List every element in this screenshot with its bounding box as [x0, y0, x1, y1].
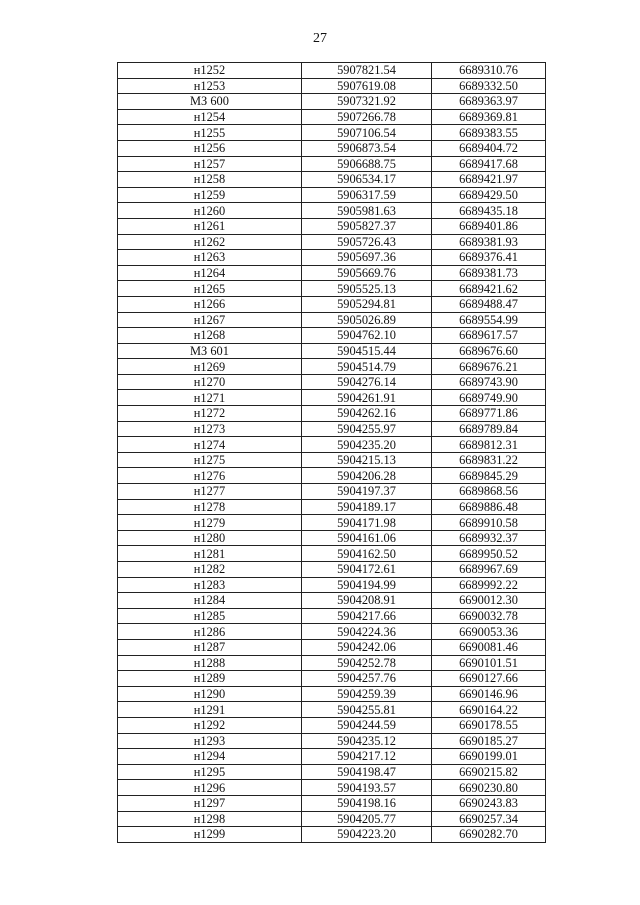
- table-row: [118, 218, 546, 234]
- table-row: [118, 499, 546, 515]
- point-id-cell: н1271: [118, 390, 302, 406]
- y-coordinate-cell: 6689381.93: [432, 234, 546, 250]
- x-coordinate-cell: 5904261.91: [302, 390, 432, 406]
- point-id-cell: н1274: [118, 437, 302, 453]
- x-coordinate-cell: 5904223.20: [302, 827, 432, 843]
- y-coordinate-cell: 6689417.68: [432, 156, 546, 172]
- point-id-cell: н1269: [118, 359, 302, 375]
- point-id-cell: н1283: [118, 577, 302, 593]
- coordinates-table: [117, 62, 546, 843]
- x-coordinate-cell: 5904161.06: [302, 530, 432, 546]
- y-coordinate-cell: 6689831.22: [432, 452, 546, 468]
- x-coordinate-cell: 5907106.54: [302, 125, 432, 141]
- point-id-cell: н1272: [118, 406, 302, 422]
- point-id-cell: н1293: [118, 733, 302, 749]
- table-row: [118, 140, 546, 156]
- x-coordinate-cell: 5904208.91: [302, 593, 432, 609]
- y-coordinate-cell: 6689676.60: [432, 343, 546, 359]
- x-coordinate-cell: 5906317.59: [302, 187, 432, 203]
- table-row: [118, 312, 546, 328]
- x-coordinate-cell: 5905981.63: [302, 203, 432, 219]
- x-coordinate-cell: 5904235.12: [302, 733, 432, 749]
- y-coordinate-cell: 6690185.27: [432, 733, 546, 749]
- y-coordinate-cell: 6689789.84: [432, 421, 546, 437]
- point-id-cell: н1292: [118, 717, 302, 733]
- x-coordinate-cell: 5904217.12: [302, 749, 432, 765]
- table-row: [118, 78, 546, 94]
- y-coordinate-cell: 6689812.31: [432, 437, 546, 453]
- point-id-cell: н1252: [118, 63, 302, 79]
- x-coordinate-cell: 5904255.97: [302, 421, 432, 437]
- point-id-cell: н1266: [118, 296, 302, 312]
- x-coordinate-cell: 5904235.20: [302, 437, 432, 453]
- y-coordinate-cell: 6689886.48: [432, 499, 546, 515]
- y-coordinate-cell: 6689950.52: [432, 546, 546, 562]
- point-id-cell: н1295: [118, 764, 302, 780]
- table-row: [118, 515, 546, 531]
- table-row: [118, 390, 546, 406]
- point-id-cell: н1281: [118, 546, 302, 562]
- y-coordinate-cell: 6689554.99: [432, 312, 546, 328]
- table-row: [118, 749, 546, 765]
- y-coordinate-cell: 6689868.56: [432, 484, 546, 500]
- y-coordinate-cell: 6690230.80: [432, 780, 546, 796]
- table-row: [118, 452, 546, 468]
- point-id-cell: н1285: [118, 608, 302, 624]
- x-coordinate-cell: 5904255.81: [302, 702, 432, 718]
- x-coordinate-cell: 5904171.98: [302, 515, 432, 531]
- x-coordinate-cell: 5907821.54: [302, 63, 432, 79]
- point-id-cell: н1255: [118, 125, 302, 141]
- point-id-cell: н1291: [118, 702, 302, 718]
- x-coordinate-cell: 5907266.78: [302, 109, 432, 125]
- x-coordinate-cell: 5904262.16: [302, 406, 432, 422]
- point-id-cell: н1284: [118, 593, 302, 609]
- point-id-cell: н1279: [118, 515, 302, 531]
- x-coordinate-cell: 5905525.13: [302, 281, 432, 297]
- y-coordinate-cell: 6689383.55: [432, 125, 546, 141]
- x-coordinate-cell: 5904514.79: [302, 359, 432, 375]
- table-row: [118, 546, 546, 562]
- table-row: [118, 421, 546, 437]
- table-row: [118, 577, 546, 593]
- point-id-cell: н1290: [118, 686, 302, 702]
- table-row: [118, 374, 546, 390]
- x-coordinate-cell: 5904172.61: [302, 562, 432, 578]
- y-coordinate-cell: 6689771.86: [432, 406, 546, 422]
- point-id-cell: н1288: [118, 655, 302, 671]
- table-row: [118, 437, 546, 453]
- y-coordinate-cell: 6690146.96: [432, 686, 546, 702]
- point-id-cell: н1263: [118, 250, 302, 266]
- x-coordinate-cell: 5907619.08: [302, 78, 432, 94]
- x-coordinate-cell: 5907321.92: [302, 94, 432, 110]
- y-coordinate-cell: 6689376.41: [432, 250, 546, 266]
- table-row: [118, 359, 546, 375]
- table-row: [118, 343, 546, 359]
- x-coordinate-cell: 5904515.44: [302, 343, 432, 359]
- y-coordinate-cell: 6689421.62: [432, 281, 546, 297]
- point-id-cell: н1278: [118, 499, 302, 515]
- x-coordinate-cell: 5904259.39: [302, 686, 432, 702]
- table-row: [118, 530, 546, 546]
- point-id-cell: н1277: [118, 484, 302, 500]
- table-row: [118, 234, 546, 250]
- point-id-cell: н1262: [118, 234, 302, 250]
- x-coordinate-cell: 5904206.28: [302, 468, 432, 484]
- x-coordinate-cell: 5905827.37: [302, 218, 432, 234]
- x-coordinate-cell: 5904244.59: [302, 717, 432, 733]
- x-coordinate-cell: 5905669.76: [302, 265, 432, 281]
- point-id-cell: н1270: [118, 374, 302, 390]
- point-id-cell: н1265: [118, 281, 302, 297]
- table-row: [118, 296, 546, 312]
- y-coordinate-cell: 6690032.78: [432, 608, 546, 624]
- point-id-cell: МЗ 601: [118, 343, 302, 359]
- table-row: [118, 717, 546, 733]
- y-coordinate-cell: 6690243.83: [432, 795, 546, 811]
- table-row: [118, 562, 546, 578]
- x-coordinate-cell: 5904198.47: [302, 764, 432, 780]
- table-row: [118, 281, 546, 297]
- point-id-cell: н1257: [118, 156, 302, 172]
- table-row: [118, 764, 546, 780]
- x-coordinate-cell: 5904257.76: [302, 671, 432, 687]
- x-coordinate-cell: 5904194.99: [302, 577, 432, 593]
- y-coordinate-cell: 6690178.55: [432, 717, 546, 733]
- point-id-cell: н1273: [118, 421, 302, 437]
- table-row: [118, 608, 546, 624]
- x-coordinate-cell: 5905026.89: [302, 312, 432, 328]
- x-coordinate-cell: 5905294.81: [302, 296, 432, 312]
- point-id-cell: н1259: [118, 187, 302, 203]
- y-coordinate-cell: 6689429.50: [432, 187, 546, 203]
- table-row: [118, 265, 546, 281]
- point-id-cell: н1261: [118, 218, 302, 234]
- y-coordinate-cell: 6689743.90: [432, 374, 546, 390]
- y-coordinate-cell: 6689310.76: [432, 63, 546, 79]
- point-id-cell: н1294: [118, 749, 302, 765]
- x-coordinate-cell: 5904215.13: [302, 452, 432, 468]
- table-row: [118, 655, 546, 671]
- y-coordinate-cell: 6689381.73: [432, 265, 546, 281]
- y-coordinate-cell: 6689992.22: [432, 577, 546, 593]
- x-coordinate-cell: 5904252.78: [302, 655, 432, 671]
- x-coordinate-cell: 5906873.54: [302, 140, 432, 156]
- point-id-cell: н1256: [118, 140, 302, 156]
- table-row: [118, 172, 546, 188]
- point-id-cell: н1258: [118, 172, 302, 188]
- x-coordinate-cell: 5904198.16: [302, 795, 432, 811]
- point-id-cell: н1268: [118, 328, 302, 344]
- y-coordinate-cell: 6690127.66: [432, 671, 546, 687]
- x-coordinate-cell: 5904762.10: [302, 328, 432, 344]
- table-row: [118, 811, 546, 827]
- table-row: [118, 484, 546, 500]
- page-number: 27: [313, 31, 327, 46]
- y-coordinate-cell: 6689332.50: [432, 78, 546, 94]
- x-coordinate-cell: 5904224.36: [302, 624, 432, 640]
- x-coordinate-cell: 5904205.77: [302, 811, 432, 827]
- x-coordinate-cell: 5904189.17: [302, 499, 432, 515]
- y-coordinate-cell: 6690164.22: [432, 702, 546, 718]
- x-coordinate-cell: 5905697.36: [302, 250, 432, 266]
- y-coordinate-cell: 6689845.29: [432, 468, 546, 484]
- point-id-cell: н1264: [118, 265, 302, 281]
- point-id-cell: МЗ 600: [118, 94, 302, 110]
- table-row: [118, 671, 546, 687]
- table-row: [118, 125, 546, 141]
- table-row: [118, 468, 546, 484]
- y-coordinate-cell: 6690215.82: [432, 764, 546, 780]
- point-id-cell: н1298: [118, 811, 302, 827]
- y-coordinate-cell: 6690199.01: [432, 749, 546, 765]
- table-row: [118, 203, 546, 219]
- point-id-cell: н1276: [118, 468, 302, 484]
- point-id-cell: н1280: [118, 530, 302, 546]
- y-coordinate-cell: 6689369.81: [432, 109, 546, 125]
- x-coordinate-cell: 5905726.43: [302, 234, 432, 250]
- table-row: [118, 250, 546, 266]
- x-coordinate-cell: 5904197.37: [302, 484, 432, 500]
- x-coordinate-cell: 5906688.75: [302, 156, 432, 172]
- point-id-cell: н1296: [118, 780, 302, 796]
- table-row: [118, 702, 546, 718]
- table-row: [118, 156, 546, 172]
- y-coordinate-cell: 6689421.97: [432, 172, 546, 188]
- x-coordinate-cell: 5904162.50: [302, 546, 432, 562]
- point-id-cell: н1254: [118, 109, 302, 125]
- y-coordinate-cell: 6689401.86: [432, 218, 546, 234]
- y-coordinate-cell: 6690053.36: [432, 624, 546, 640]
- x-coordinate-cell: 5906534.17: [302, 172, 432, 188]
- point-id-cell: н1299: [118, 827, 302, 843]
- y-coordinate-cell: 6689435.18: [432, 203, 546, 219]
- table-row: [118, 639, 546, 655]
- x-coordinate-cell: 5904217.66: [302, 608, 432, 624]
- table-row: [118, 827, 546, 843]
- table-row: [118, 780, 546, 796]
- point-id-cell: н1275: [118, 452, 302, 468]
- table-row: [118, 187, 546, 203]
- x-coordinate-cell: 5904276.14: [302, 374, 432, 390]
- y-coordinate-cell: 6689749.90: [432, 390, 546, 406]
- table-row: [118, 109, 546, 125]
- point-id-cell: н1289: [118, 671, 302, 687]
- point-id-cell: н1260: [118, 203, 302, 219]
- table-row: [118, 94, 546, 110]
- y-coordinate-cell: 6689676.21: [432, 359, 546, 375]
- point-id-cell: н1267: [118, 312, 302, 328]
- point-id-cell: н1253: [118, 78, 302, 94]
- point-id-cell: н1287: [118, 639, 302, 655]
- table-row: [118, 624, 546, 640]
- table-row: [118, 686, 546, 702]
- y-coordinate-cell: 6689967.69: [432, 562, 546, 578]
- table-row: [118, 328, 546, 344]
- y-coordinate-cell: 6690012.30: [432, 593, 546, 609]
- y-coordinate-cell: 6689932.37: [432, 530, 546, 546]
- y-coordinate-cell: 6689617.57: [432, 328, 546, 344]
- table-row: [118, 63, 546, 79]
- x-coordinate-cell: 5904193.57: [302, 780, 432, 796]
- y-coordinate-cell: 6689488.47: [432, 296, 546, 312]
- y-coordinate-cell: 6689363.97: [432, 94, 546, 110]
- point-id-cell: н1297: [118, 795, 302, 811]
- y-coordinate-cell: 6690101.51: [432, 655, 546, 671]
- coordinates-table-body: [118, 63, 546, 843]
- point-id-cell: н1282: [118, 562, 302, 578]
- x-coordinate-cell: 5904242.06: [302, 639, 432, 655]
- y-coordinate-cell: 6690081.46: [432, 639, 546, 655]
- y-coordinate-cell: 6689404.72: [432, 140, 546, 156]
- y-coordinate-cell: 6689910.58: [432, 515, 546, 531]
- table-row: [118, 795, 546, 811]
- table-row: [118, 733, 546, 749]
- table-row: [118, 593, 546, 609]
- point-id-cell: н1286: [118, 624, 302, 640]
- table-row: [118, 406, 546, 422]
- y-coordinate-cell: 6690257.34: [432, 811, 546, 827]
- y-coordinate-cell: 6690282.70: [432, 827, 546, 843]
